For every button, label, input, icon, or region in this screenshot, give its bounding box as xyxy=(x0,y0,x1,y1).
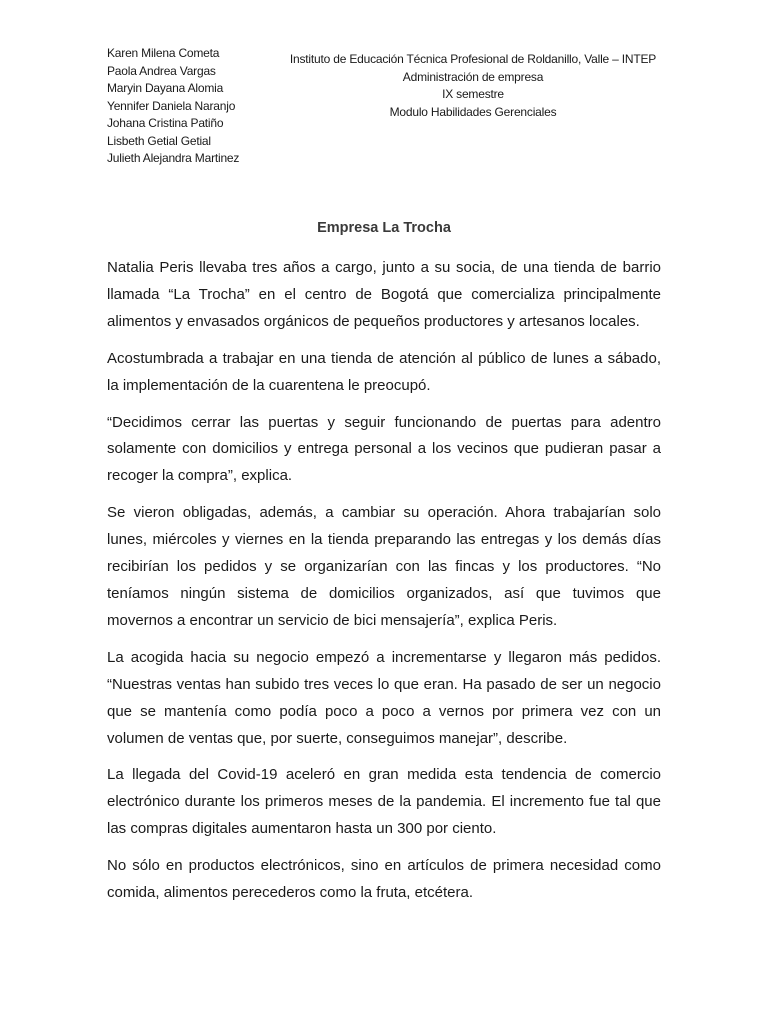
institution-header xyxy=(270,51,676,121)
program-name: Administración de empresa xyxy=(402,69,544,84)
body-paragraph: La llegada del Covid-19 aceleró en gran medida esta tendencia de comercio electrónico durante los primeros meses de la pandemia. El incremento fue tal que las compras digitales aumentaron hasta un 300 por ciento. xyxy=(107,766,661,838)
author-name: Julieth Alejandra Martinez xyxy=(107,151,240,165)
author-name: Maryin Dayana Alomia xyxy=(107,81,224,95)
module-name: Modulo Habilidades Gerenciales xyxy=(389,104,557,119)
body-paragraph: No sólo en productos electrónicos, sino en artículos de primera necesidad como comida, alimentos perecederos como la fruta, etcétera. xyxy=(107,857,661,902)
body-paragraph: Natalia Peris llevaba tres años a cargo, junto a su socia, de una tienda de barrio llamada “La Trocha” en el centro de Bogotá que comercializa principalmente alimentos y envasados orgánicos de pequeños productores y artesanos locales. xyxy=(107,259,661,330)
body-paragraph: Se vieron obligadas, además, a cambiar su operación. Ahora trabajarían solo lunes, miércoles y viernes en la tienda preparando las entregas y los demás días recibirían los pedidos y se organizarían con las fincas y los productores. “No teníamos ningún sistema de domicilios organizados, así que tuvimos que movernos a encontrar un servicio de bici mensajería”, explica Peris. xyxy=(107,504,661,629)
author-name: Karen Milena Cometa xyxy=(107,46,220,60)
semester: IX semestre xyxy=(442,87,504,101)
institution-name: Instituto de Educación Técnica Profesional de Roldanillo, Valle – INTEP xyxy=(289,52,657,66)
author-name: Johana Cristina Patiño xyxy=(107,116,224,130)
author-name: Paola Andrea Vargas xyxy=(107,63,216,78)
body-paragraph: Acostumbrada a trabajar en una tienda de atención al público de lunes a sábado, la implementación de la cuarentena le preocupó. xyxy=(107,349,661,394)
author-name: Yennifer Daniela Naranjo xyxy=(107,98,236,113)
body-paragraph: La acogida hacia su negocio empezó a incrementarse y llegaron más pedidos. “Nuestras ventas han subido tres veces lo que eran. Ha pasado de ser un negocio que se mantenía como podía poco a poco a vernos por primera vez con un volumen de ventas que, por suerte, conseguimos manejar”, describe. xyxy=(107,648,661,747)
body-paragraph: “Decidimos cerrar las puertas y seguir funcionando de puertas para adentro solamente con domicilios y entrega personal a los vecinos que pudieran pasar a recoger la compra”, explica. xyxy=(107,413,661,485)
document-body xyxy=(107,255,661,917)
document-title: Empresa La Trocha xyxy=(317,220,451,236)
author-list xyxy=(107,45,239,168)
author-name: Lisbeth Getial Getial xyxy=(107,133,211,148)
